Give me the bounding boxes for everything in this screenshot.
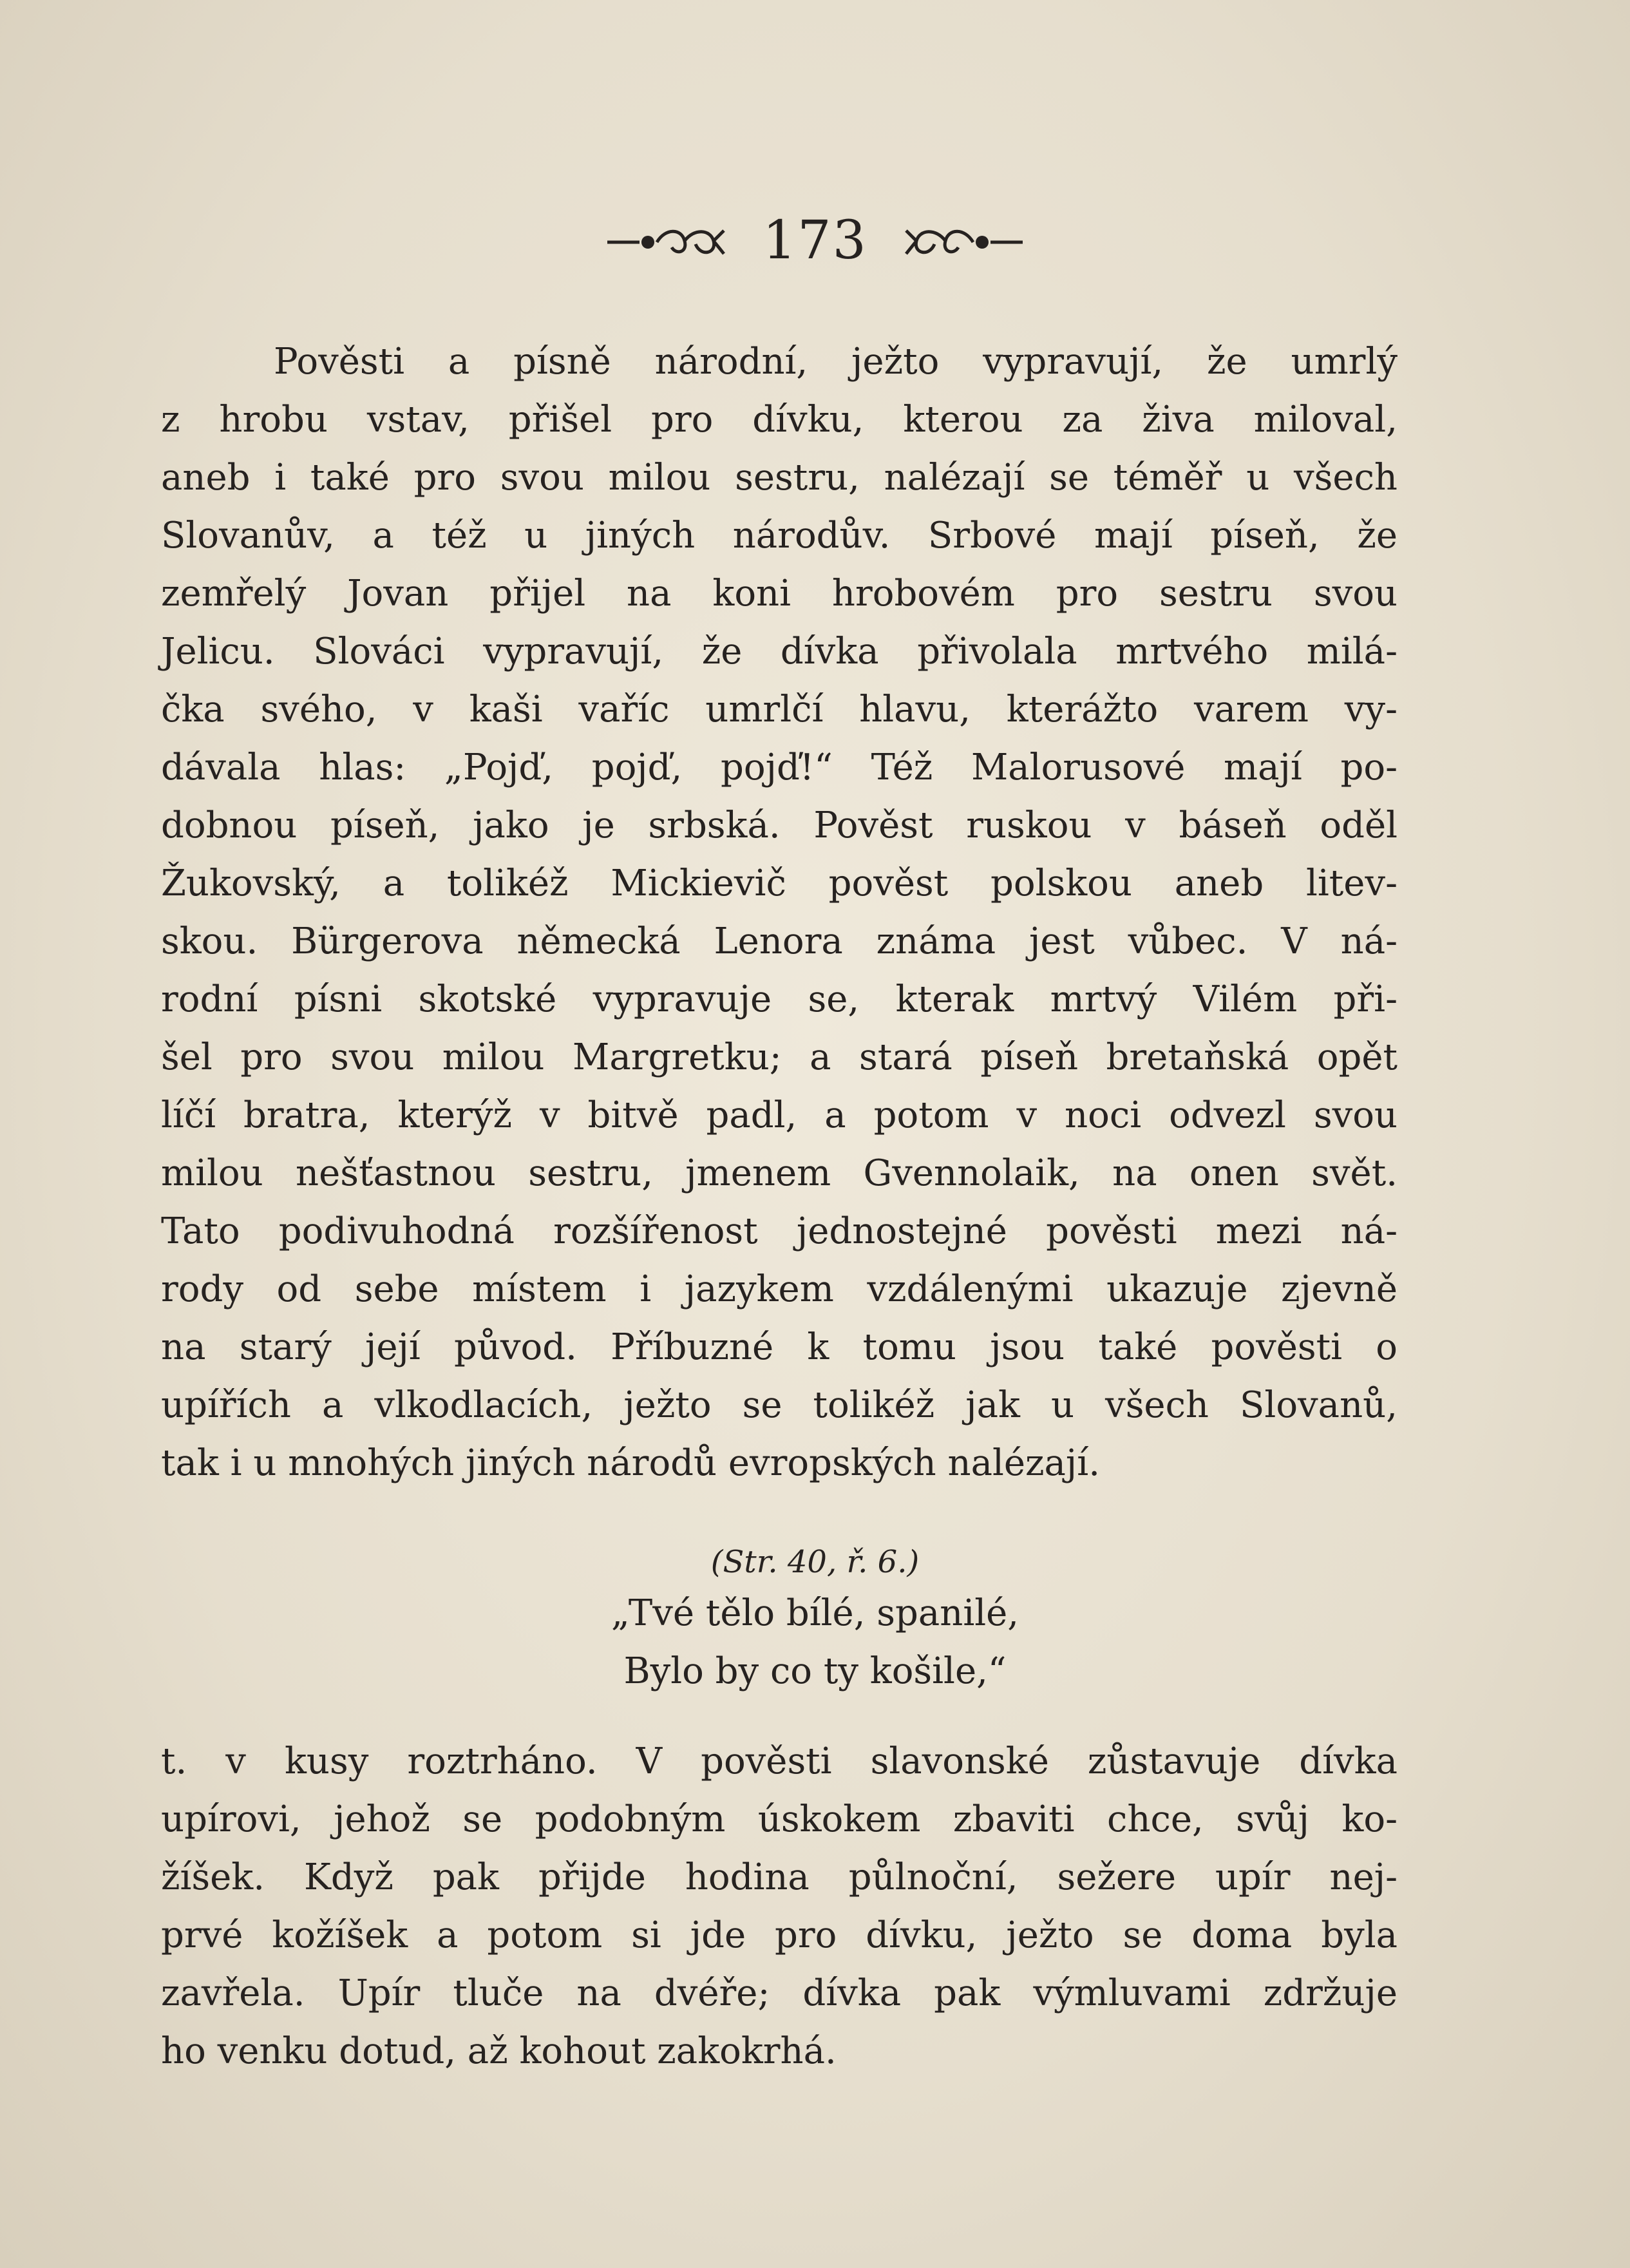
text-line: rody od sebe místem i jazykem vzdálenými ukazuje zjevně	[161, 1268, 1398, 1310]
text-line: rodní písni skotské vypravuje se, kterak mrtvý Vilém při-	[161, 978, 1398, 1020]
verse-line: Bylo by co ty košile,“	[623, 1650, 1007, 1692]
page-number: 173	[763, 209, 867, 271]
verse-line: „Tvé tělo bílé, spanilé,	[611, 1592, 1019, 1634]
text-line: prvé kožíšek a potom si jde pro dívku, ježto se doma byla	[161, 1914, 1398, 1956]
text-line: líčí bratra, kterýž v bitvě padl, a potom v noci odvezl svou	[161, 1094, 1398, 1136]
text-line: z hrobu vstav, přišel pro dívku, kterou za živa miloval,	[161, 399, 1398, 441]
text-line: dobnou píseň, jako je srbská. Pověst ruskou v báseň oděl	[161, 805, 1398, 846]
text-line: milou nešťastnou sestru, jmenem Gvennolaik, na onen svět.	[161, 1152, 1398, 1194]
text-line: na starý její původ. Příbuzné k tomu jsou také pověsti o	[161, 1326, 1398, 1368]
text-line: t. v kusy roztrháno. V pověsti slavonské zůstavuje dívka	[161, 1740, 1398, 1782]
text-line: žíšek. Když pak přijde hodina půlnoční, sežere upír nej-	[161, 1856, 1398, 1898]
right-ornament-icon	[904, 222, 1026, 260]
text-line: Slovanův, a též u jiných národův. Srbové mají píseň, že	[161, 515, 1398, 557]
text-line: aneb i také pro svou milou sestru, nalézají se téměř u všech	[161, 457, 1398, 499]
text-line: Pověsti a písně národní, ježto vypravují, že umrlý	[274, 341, 1398, 383]
left-ornament-icon	[604, 222, 726, 260]
page-header	[0, 205, 1630, 273]
text-line: čka svého, v kaši vaříc umrlčí hlavu, kterážto varem vy-	[161, 689, 1398, 730]
text-line: tak i u mnohých jiných národů evropských nalézají.	[161, 1442, 1100, 1484]
text-line: skou. Bürgerova německá Lenora známa jest vůbec. V ná-	[161, 920, 1398, 962]
text-line: Tato podivuhodná rozšířenost jednostejné pověsti mezi ná-	[161, 1210, 1398, 1252]
reference-note: (Str. 40, ř. 6.)	[710, 1544, 920, 1580]
text-line: upírovi, jehož se podobným úskokem zbaviti chce, svůj ko-	[161, 1798, 1398, 1840]
text-line: zavřela. Upír tluče na dvéře; dívka pak výmluvami zdržuje	[161, 1972, 1398, 2014]
text-line: zemřelý Jovan přijel na koni hrobovém pro sestru svou	[161, 573, 1398, 615]
text-line: dávala hlas: „Pojď, pojď, pojď!“ Též Malorusové mají po-	[161, 747, 1398, 788]
text-line: šel pro svou milou Margretku; a stará píseň bretaňská opět	[161, 1036, 1398, 1078]
text-line: Jelicu. Slováci vypravují, že dívka přivolala mrtvého milá-	[161, 631, 1398, 672]
text-line: Žukovský, a tolikéž Mickievič pověst polskou aneb litev-	[161, 862, 1398, 904]
text-line: ho venku dotud, až kohout zakokrhá.	[161, 2030, 837, 2072]
text-line: upířích a vlkodlacích, ježto se tolikéž jak u všech Slovanů,	[161, 1384, 1398, 1426]
